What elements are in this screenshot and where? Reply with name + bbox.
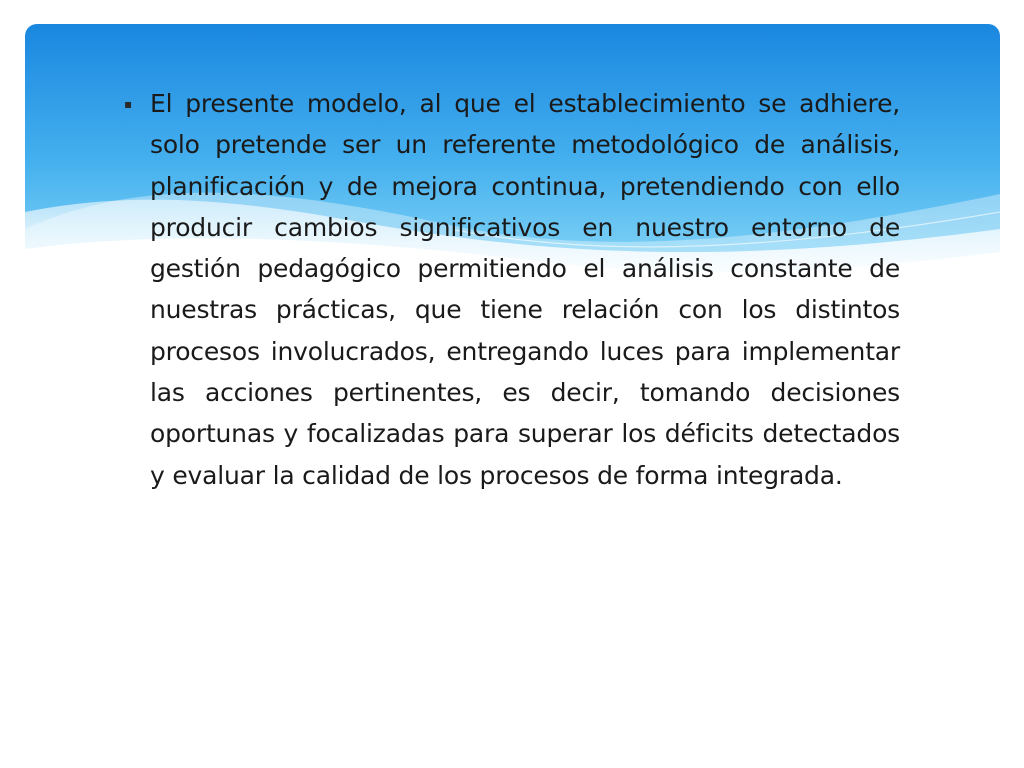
square-bullet-icon: ▪ [124, 97, 133, 111]
bullet-paragraph: El presente modelo, al que el establecimiento se adhiere, solo pretende ser un referente metodológico de análisis, planificación y de mejora continua, pretendiendo con ello producir cambios significativos en nuestro entorno de gestión pedagógico permitiendo el análisis constante de nuestras prácticas, que tiene relación con los distintos procesos involucrados, entregando luces para implementar las acciones pertinentes, es decir, tomando decisiones oportunas y focalizadas para superar los déficits detectados y evaluar la calidad de los procesos de forma integrada. [150, 89, 900, 490]
slide-content [124, 83, 900, 496]
bullet-item [124, 83, 900, 496]
